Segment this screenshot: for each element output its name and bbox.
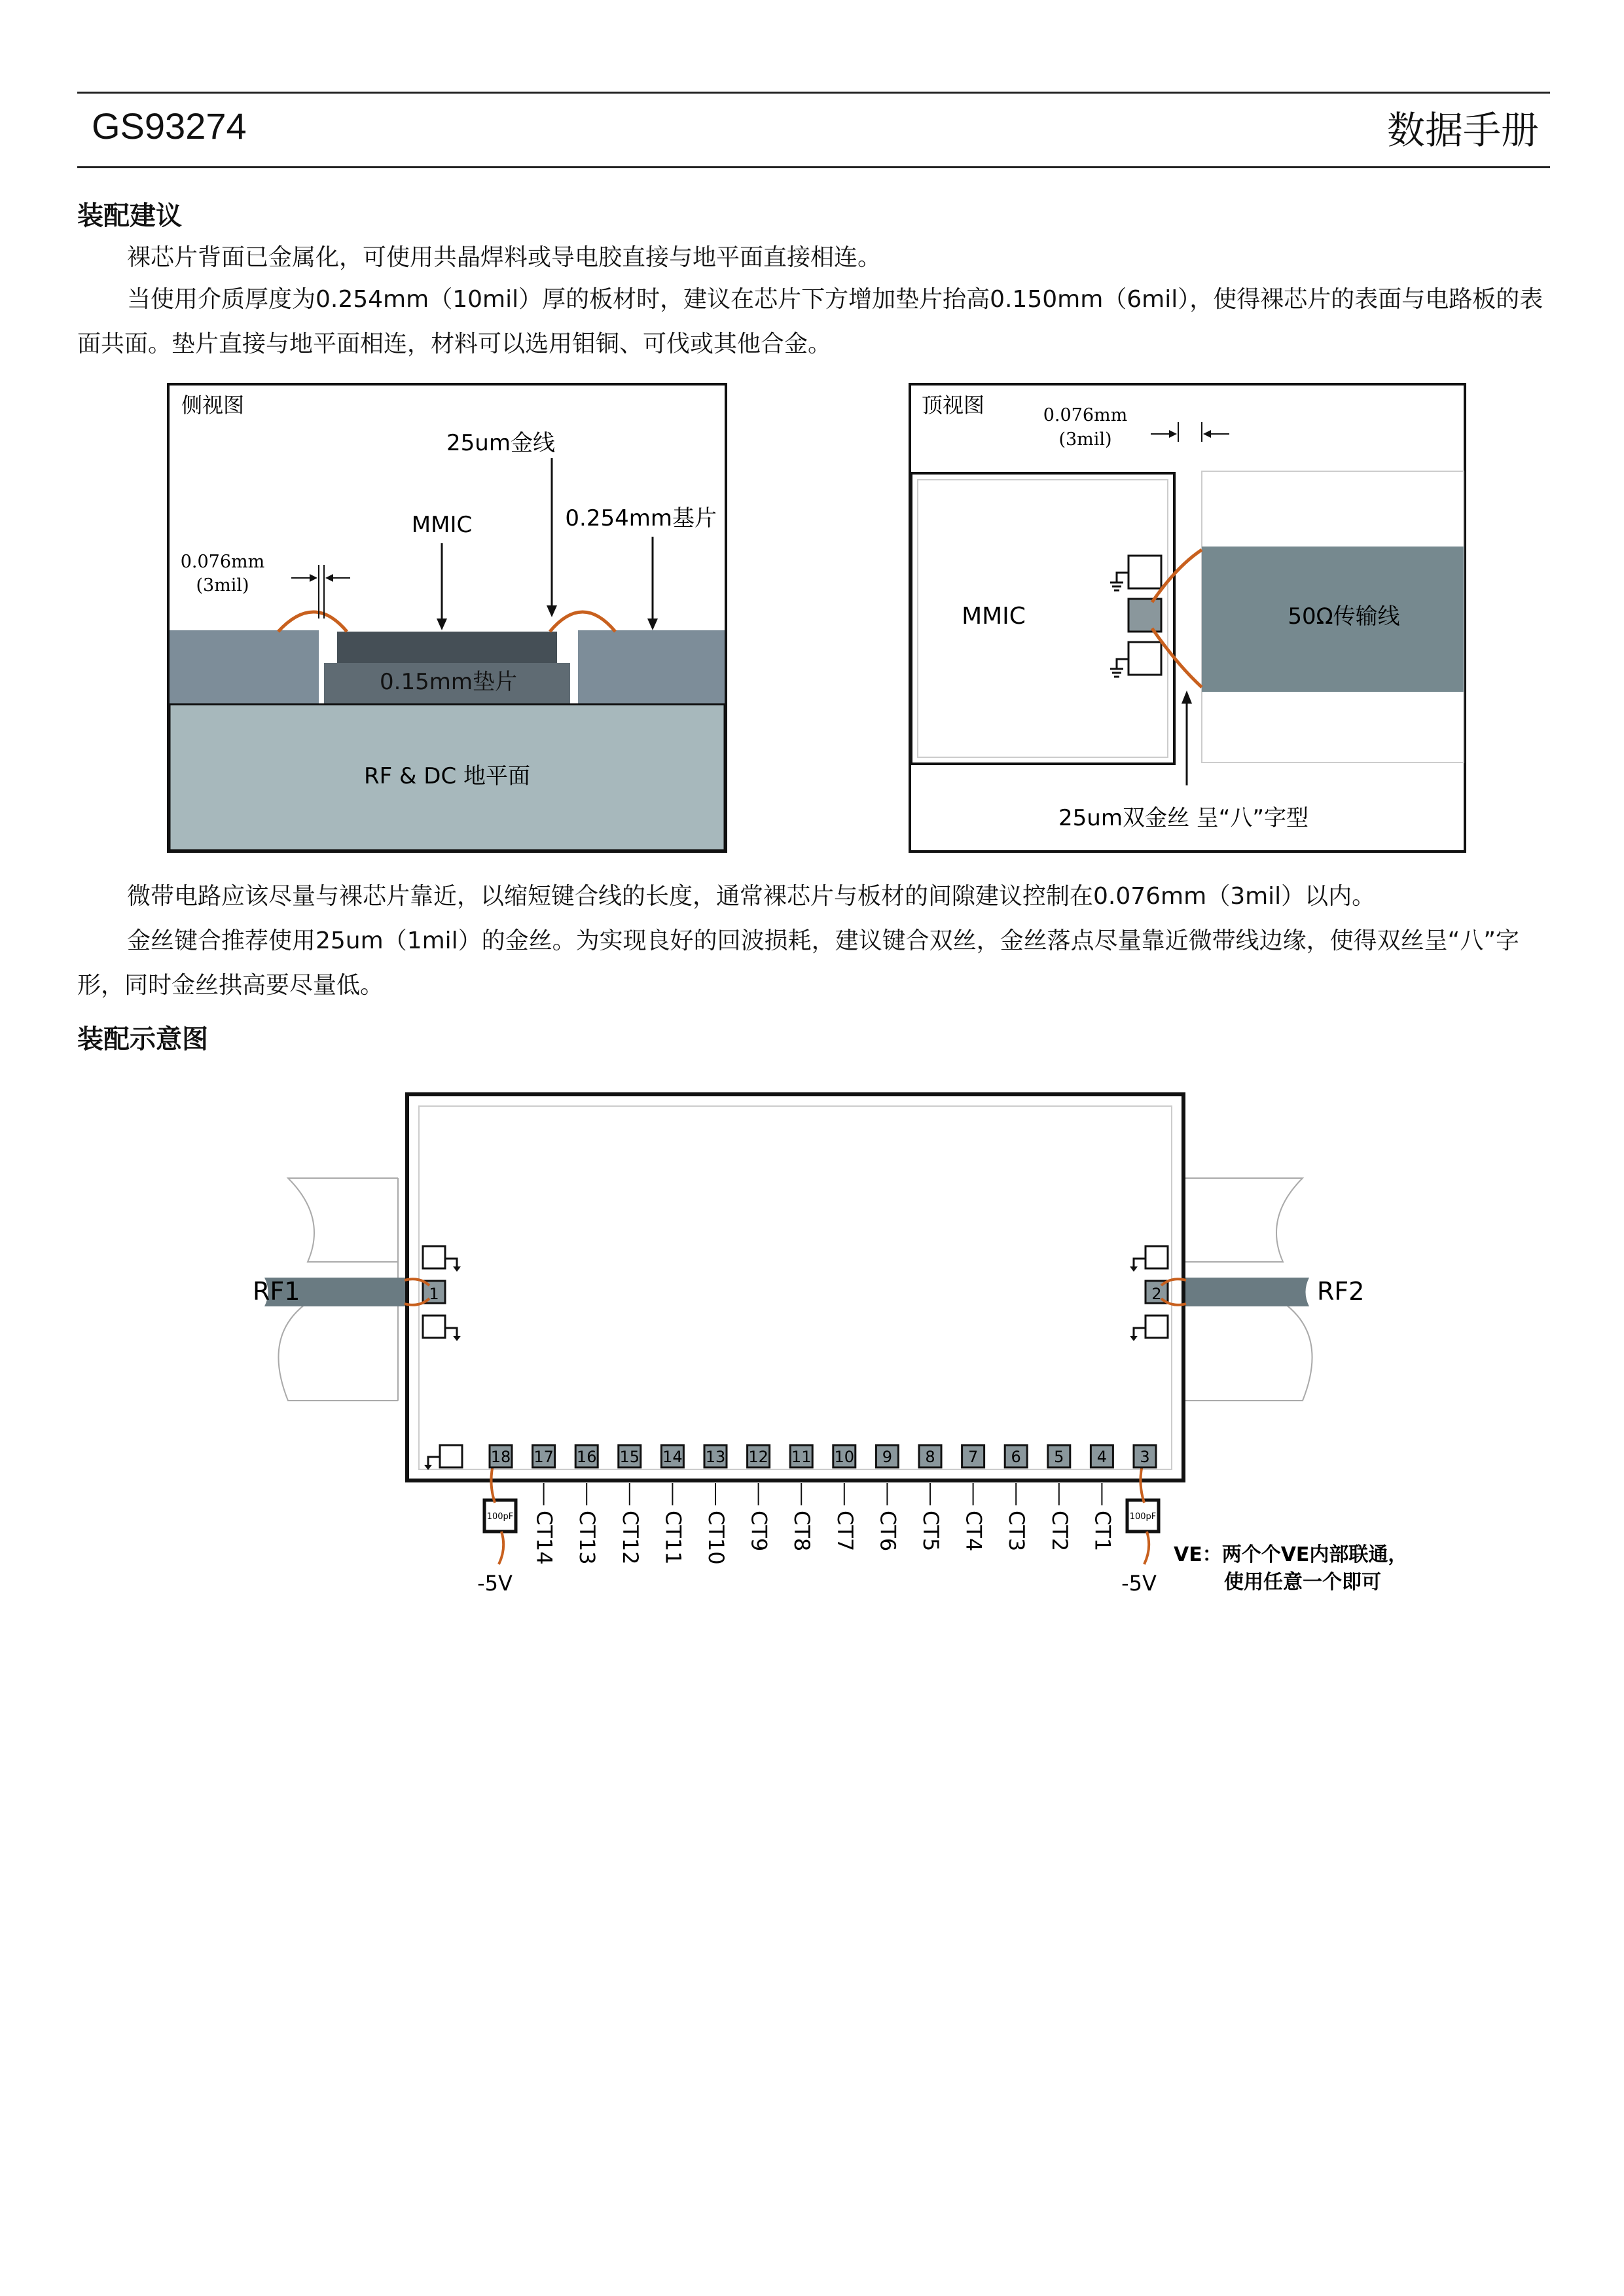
- rf2-label: RF2: [1317, 1277, 1365, 1306]
- pad-label-12: 12: [748, 1448, 768, 1466]
- substrate-label: 0.254mm基片: [565, 505, 717, 531]
- pad-label-5: 5: [1054, 1448, 1064, 1466]
- pad-label-17: 17: [533, 1448, 554, 1466]
- left-capacitor-label: 100pF: [486, 1512, 514, 1522]
- top-gap-mm: 0.076mm: [1043, 405, 1128, 425]
- ct-label-CT1: CT1: [1090, 1511, 1115, 1552]
- left-neg-voltage: -5V: [477, 1571, 513, 1596]
- pad-label-11: 11: [791, 1448, 812, 1466]
- header-bottom-rule: [77, 166, 1550, 168]
- rf2-gnd-pad-bottom: [1146, 1316, 1168, 1338]
- document-id: GS93274: [92, 105, 247, 147]
- side-gap-mil: (3mil): [196, 575, 249, 596]
- pin1-label: 1: [429, 1285, 439, 1303]
- ct-label-CT11: CT11: [660, 1511, 686, 1565]
- ct-label-CT3: CT3: [1004, 1511, 1030, 1552]
- ground-plane-label: RF & DC 地平面: [363, 763, 531, 789]
- right-substrate: [578, 630, 725, 704]
- right-neg-voltage: -5V: [1121, 1571, 1157, 1596]
- side-mmic-label: MMIC: [411, 512, 473, 538]
- ct-label-CT5: CT5: [918, 1511, 943, 1552]
- ct-label-CT12: CT12: [617, 1511, 643, 1565]
- rf2-gnd-pad-top: [1146, 1246, 1168, 1268]
- pad-label-9: 9: [882, 1448, 893, 1466]
- pad-label-8: 8: [925, 1448, 935, 1466]
- transmission-line-label: 50Ω传输线: [1288, 603, 1400, 630]
- wire-note: 25um双金丝 呈“八”字型: [1058, 805, 1308, 831]
- pad-label-10: 10: [834, 1448, 855, 1466]
- ct-label-CT14: CT14: [532, 1511, 557, 1565]
- mmic-chip: [337, 632, 557, 663]
- pad-label-7: 7: [967, 1448, 979, 1466]
- pin2-label: 2: [1151, 1285, 1162, 1303]
- ct-label-CT10: CT10: [704, 1511, 729, 1565]
- rf-pad: [1128, 599, 1161, 632]
- assembly-paragraph-1: 裸芯片背面已金属化，可使用共晶焊料或导电胶直接与地平面直接相连。: [127, 244, 882, 271]
- rf1-label: RF1: [253, 1277, 300, 1306]
- assembly-paragraph-3: 微带电路应该尽量与裸芯片靠近，以缩短键合线的长度，通常裸芯片与板材的间隙建议控制在0.076mm（3mil）以内。: [127, 883, 1376, 910]
- side-view-diagram: [167, 383, 730, 854]
- ve-note-line1: VE：两个个VE内部联通，: [1174, 1543, 1408, 1566]
- schematic-chip: [407, 1094, 1183, 1480]
- ct-label-CT7: CT7: [832, 1511, 857, 1552]
- ct-label-CT2: CT2: [1047, 1511, 1072, 1552]
- assembly-section-title: 装配建议: [77, 201, 182, 231]
- ct-label-CT9: CT9: [746, 1511, 772, 1552]
- bottom-gnd-pad: [440, 1445, 462, 1467]
- rf1-gnd-pad-bottom: [423, 1316, 445, 1338]
- schematic-section-title: 装配示意图: [77, 1024, 208, 1054]
- side-view-title: 侧视图: [181, 393, 245, 418]
- pad-label-14: 14: [662, 1448, 683, 1466]
- ct-label-CT4: CT4: [961, 1511, 986, 1552]
- pad-label-4: 4: [1096, 1448, 1108, 1466]
- pad-label-6: 6: [1011, 1448, 1021, 1466]
- gnd-pad-bottom: [1128, 642, 1161, 675]
- rf1-gnd-pad-top: [423, 1246, 445, 1268]
- pad-label-13: 13: [705, 1448, 726, 1466]
- pad-label-3: 3: [1140, 1448, 1150, 1466]
- rf2-line: [1165, 1278, 1309, 1306]
- gnd-pad-top: [1128, 556, 1161, 588]
- shim-label: 0.15mm垫片: [380, 669, 517, 695]
- wire-label: 25um金线: [446, 430, 555, 456]
- left-substrate: [170, 630, 319, 704]
- assembly-paragraph-4: 金丝键合推荐使用25um（1mil）的金丝。为实现良好的回波损耗，建议键合双丝，金丝落点尽量靠近微带线边缘，使得双丝呈“八”字形，同时金丝拱高要尽量低。: [77, 927, 1519, 999]
- ct-label-CT8: CT8: [789, 1511, 815, 1552]
- ve-note-line2: 使用任意一个即可: [1224, 1571, 1381, 1594]
- top-view-diagram: [909, 383, 1468, 854]
- ct-label-CT6: CT6: [875, 1511, 901, 1552]
- pad-label-15: 15: [619, 1448, 640, 1466]
- top-view-title: 顶视图: [922, 393, 985, 418]
- assembly-paragraph-2: 当使用介质厚度为0.254mm（10mil）厚的板材时，建议在芯片下方增加垫片抬高0.150mm（6mil），使得裸芯片的表面与电路板的表面共面。垫片直接与地平面相连，材料可以选用钼铜、可伐或其他合金。: [77, 286, 1543, 357]
- ct-label-CT13: CT13: [575, 1511, 600, 1565]
- top-mmic-label: MMIC: [962, 603, 1026, 630]
- document-type: 数据手册: [1386, 108, 1539, 152]
- pad-label-18: 18: [490, 1448, 511, 1466]
- assembly-schematic: [196, 1086, 1440, 1610]
- pad-label-16: 16: [576, 1448, 597, 1466]
- top-gap-mil: (3mil): [1058, 429, 1112, 450]
- header-top-rule: [77, 92, 1550, 94]
- right-capacitor-label: 100pF: [1129, 1512, 1157, 1522]
- side-gap-mm: 0.076mm: [180, 552, 265, 572]
